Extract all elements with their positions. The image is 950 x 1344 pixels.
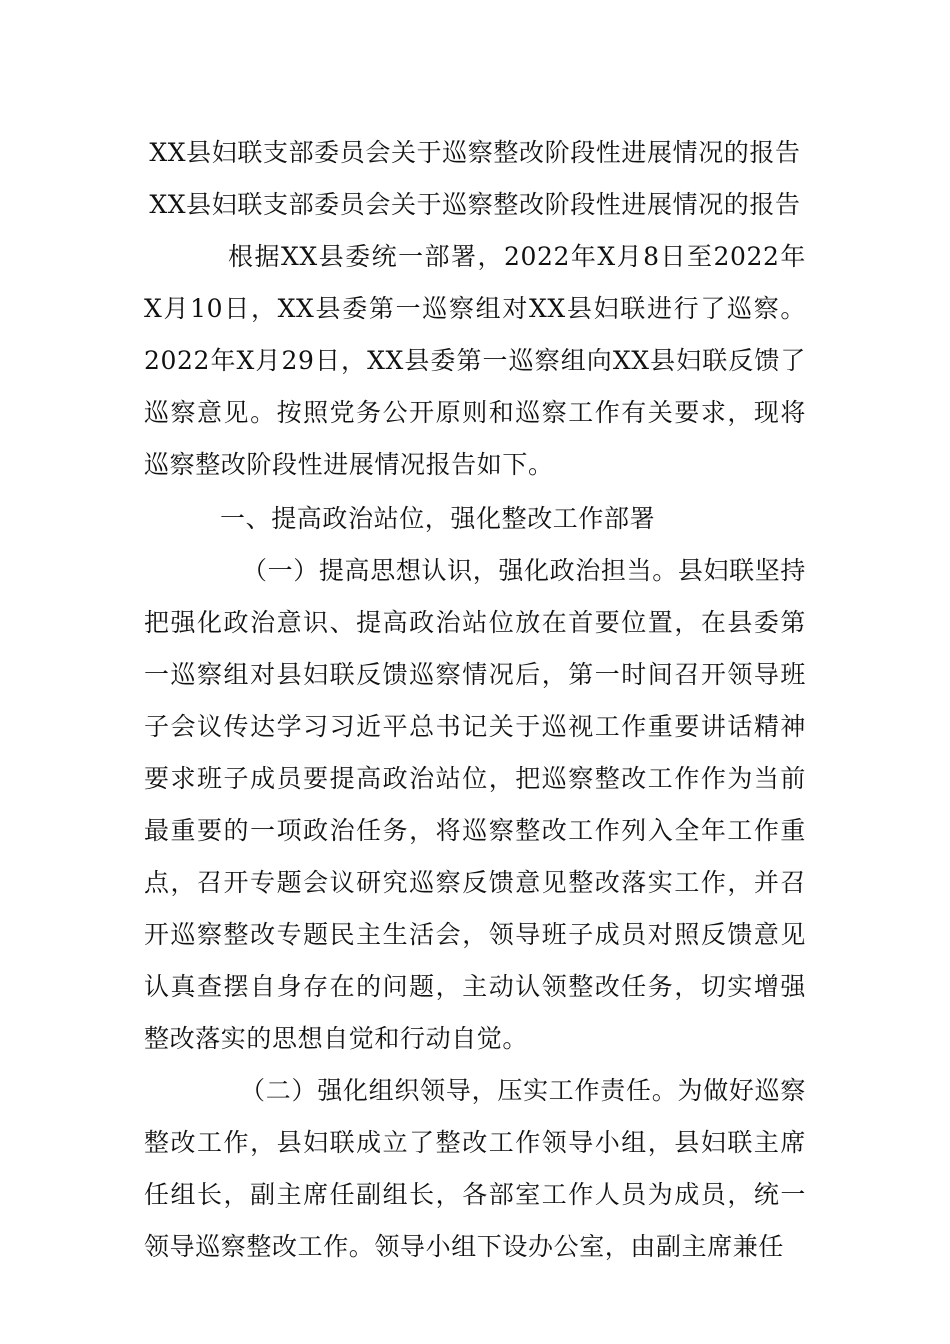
document-title-line-2: XX县妇联支部委员会关于巡察整改阶段性进展情况的报告 (149, 190, 801, 219)
subsection-2-paragraph: （二）强化组织领导，压实工作责任。为做好巡察整改工作，县妇联成立了整改工作领导小组，县妇联主席任组长，副主席任副组长，各部室工作人员为成员，统一领导巡察整改工作。领导小组下设办公室，由副主席兼任 (144, 1076, 806, 1261)
intro-paragraph: 根据XX县委统一部署，2022年X月8日至2022年X月10日，XX县委第一巡察组对XX县妇联进行了巡察。2022年X月29日，XX县委第一巡察组向XX县妇联反馈了巡察意见。按照党务公开原则和巡察工作有关要求，现将巡察整改阶段性进展情况报告如下。 (144, 242, 806, 479)
document-title-line-1: XX县妇联支部委员会关于巡察整改阶段性进展情况的报告 (149, 138, 801, 167)
subsection-1-paragraph: （一）提高思想认识，强化政治担当。县妇联坚持把强化政治意识、提高政治站位放在首要位置，在县委第一巡察组对县妇联反馈巡察情况后，第一时间召开领导班子会议传达学习习近平总书记关于巡视工作重要讲话精神要求班子成员要提高政治站位，把巡察整改工作作为当前最重要的一项政治任务，将巡察整改工作列入全年工作重点，召开专题会议研究巡察反馈意见整改落实工作，并召开巡察整改专题民主生活会，领导班子成员对照反馈意见认真查摆自身存在的问题，主动认领整改任务，切实增强整改落实的思想自觉和行动自觉。 (144, 556, 806, 1053)
document-body (144, 127, 806, 1273)
section-1-heading: 一、提高政治站位，强化整改工作部署 (220, 504, 656, 533)
